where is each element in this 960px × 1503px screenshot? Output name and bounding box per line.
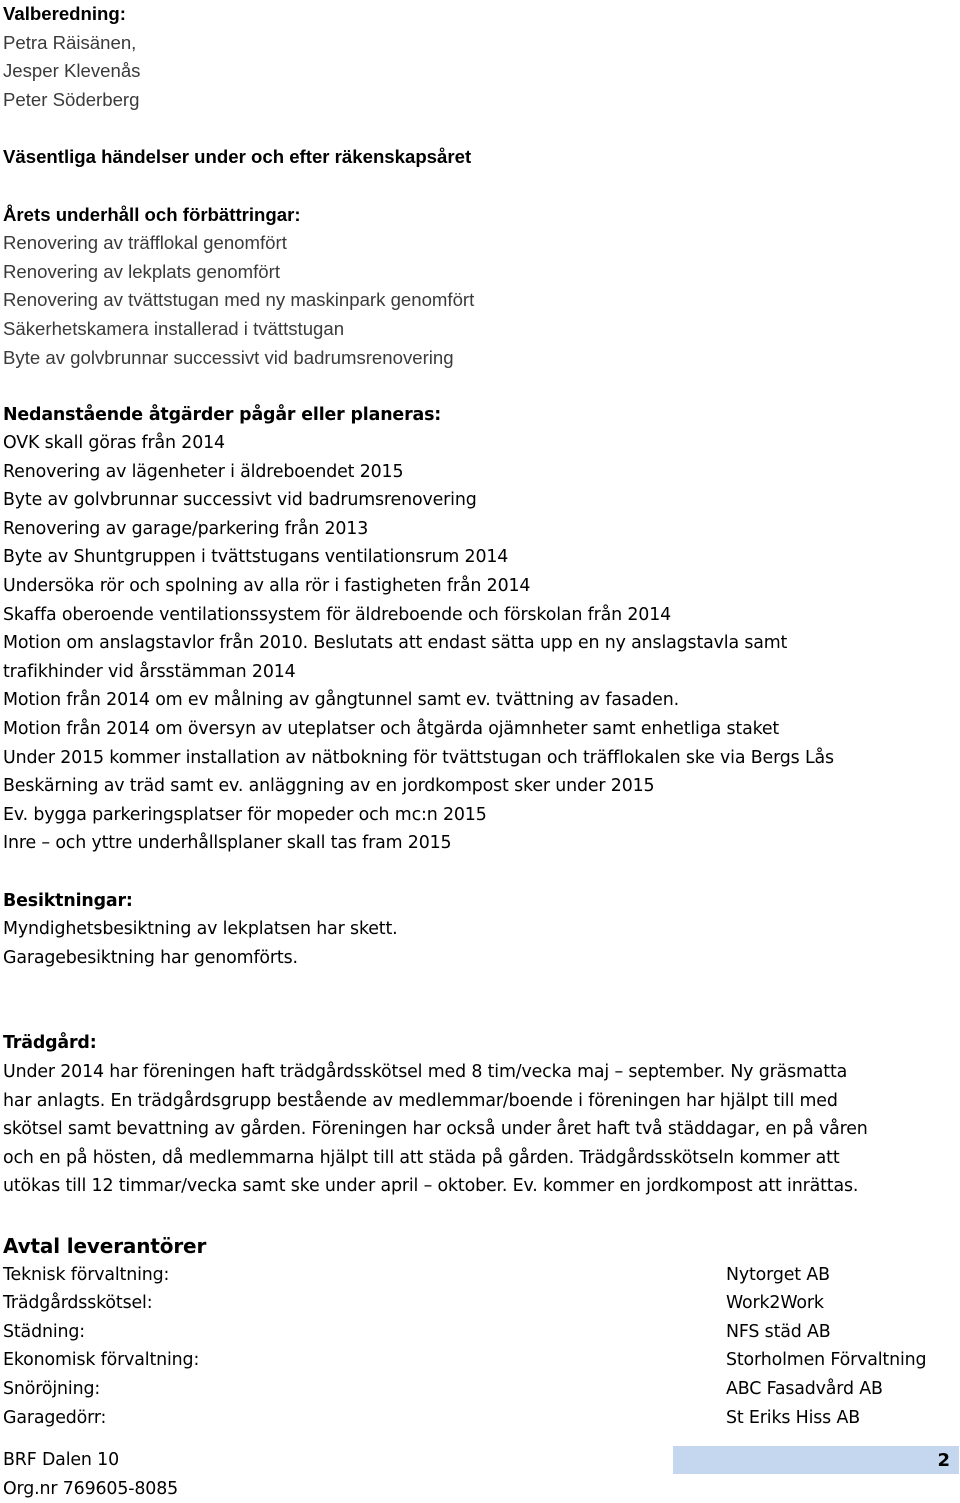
- garden-line: utökas till 12 timmar/vecka samt ske under april – oktober. Ev. kommer en jordkompost att inrättas.: [3, 1176, 859, 1196]
- maintenance-heading: Årets underhåll och förbättringar:: [3, 204, 301, 225]
- planned-item: Renovering av garage/parkering från 2013: [3, 519, 369, 539]
- valberedning-member: Petra Räisänen,: [3, 32, 137, 53]
- footer-page-bar: [673, 1446, 959, 1474]
- valberedning-member: Jesper Klevenås: [3, 60, 141, 81]
- garden-heading: Trädgård:: [3, 1033, 97, 1053]
- supplier-label: Ekonomisk förvaltning:: [3, 1350, 200, 1370]
- supplier-label: Trädgårdsskötsel:: [3, 1293, 153, 1313]
- planned-item: Skaffa oberoende ventilationssystem för äldreboende och förskolan från 2014: [3, 605, 672, 625]
- planned-item: Undersöka rör och spolning av alla rör i fastigheten från 2014: [3, 576, 531, 596]
- garden-line: och en på hösten, då medlemmarna hjälpt till att städa på gården. Trädgårdsskötseln kommer att: [3, 1148, 840, 1168]
- supplier-value: Nytorget AB: [726, 1265, 830, 1285]
- garden-line: Under 2014 har föreningen haft trädgårdsskötsel med 8 tim/vecka maj – september. Ny gräsmatta: [3, 1062, 848, 1082]
- planned-item: trafikhinder vid årsstämman 2014: [3, 662, 296, 682]
- supplier-label: Garagedörr:: [3, 1408, 107, 1428]
- maintenance-item: Byte av golvbrunnar successivt vid badrumsrenovering: [3, 347, 454, 368]
- supplier-value: St Eriks Hiss AB: [726, 1408, 860, 1428]
- events-heading: Väsentliga händelser under och efter räkenskapsåret: [3, 146, 472, 167]
- planned-item: Motion om anslagstavlor från 2010. Beslutats att endast sätta upp en ny anslagstavla samt: [3, 633, 788, 653]
- supplier-label: Teknisk förvaltning:: [3, 1265, 170, 1285]
- planned-item: Ev. bygga parkeringsplatser för mopeder och mc:n 2015: [3, 805, 487, 825]
- page-number: 2: [937, 1450, 950, 1471]
- maintenance-item: Säkerhetskamera installerad i tvättstugan: [3, 318, 345, 339]
- supplier-label: Städning:: [3, 1322, 85, 1342]
- garden-line: har anlagts. En trädgårdsgrupp bestående av medlemmar/boende i föreningen har hjälpt till med: [3, 1091, 838, 1111]
- planned-item: Renovering av lägenheter i äldreboendet 2015: [3, 462, 404, 482]
- supplier-value: Work2Work: [726, 1293, 824, 1313]
- inspections-heading: Besiktningar:: [3, 891, 133, 911]
- planned-item: Motion från 2014 om översyn av uteplatser och åtgärda ojämnheter samt enhetliga staket: [3, 719, 780, 739]
- footer-org-name: BRF Dalen 10: [3, 1450, 120, 1470]
- maintenance-item: Renovering av lekplats genomfört: [3, 261, 280, 282]
- planned-item: Under 2015 kommer installation av nätbokning för tvättstugan och träfflokalen ske via Bergs Lås: [3, 748, 834, 768]
- maintenance-item: Renovering av träfflokal genomfört: [3, 232, 287, 253]
- valberedning-heading: Valberedning:: [3, 3, 126, 24]
- inspection-item: Myndighetsbesiktning av lekplatsen har skett.: [3, 919, 398, 939]
- supplier-value: Storholmen Förvaltning: [726, 1350, 927, 1370]
- planned-item: Motion från 2014 om ev målning av gångtunnel samt ev. tvättning av fasaden.: [3, 690, 679, 710]
- garden-line: skötsel samt bevattning av gården. Föreningen har också under året haft två städdagar, en på våren: [3, 1119, 868, 1139]
- planned-heading: Nedanstående åtgärder pågår eller planeras:: [3, 405, 442, 425]
- valberedning-member: Peter Söderberg: [3, 89, 140, 110]
- footer-org-nr: Org.nr 769605-8085: [3, 1479, 179, 1499]
- planned-item: Byte av golvbrunnar successivt vid badrumsrenovering: [3, 490, 477, 510]
- maintenance-item: Renovering av tvättstugan med ny maskinpark genomfört: [3, 289, 475, 310]
- planned-item: OVK skall göras från 2014: [3, 433, 225, 453]
- supplier-value: ABC Fasadvård AB: [726, 1379, 883, 1399]
- planned-item: Beskärning av träd samt ev. anläggning av en jordkompost sker under 2015: [3, 776, 655, 796]
- supplier-label: Snöröjning:: [3, 1379, 101, 1399]
- supplier-value: NFS städ AB: [726, 1322, 831, 1342]
- planned-item: Inre – och yttre underhållsplaner skall tas fram 2015: [3, 833, 452, 853]
- inspection-item: Garagebesiktning har genomförts.: [3, 948, 298, 968]
- suppliers-heading: Avtal leverantörer: [3, 1234, 207, 1258]
- planned-item: Byte av Shuntgruppen i tvättstugans ventilationsrum 2014: [3, 547, 509, 567]
